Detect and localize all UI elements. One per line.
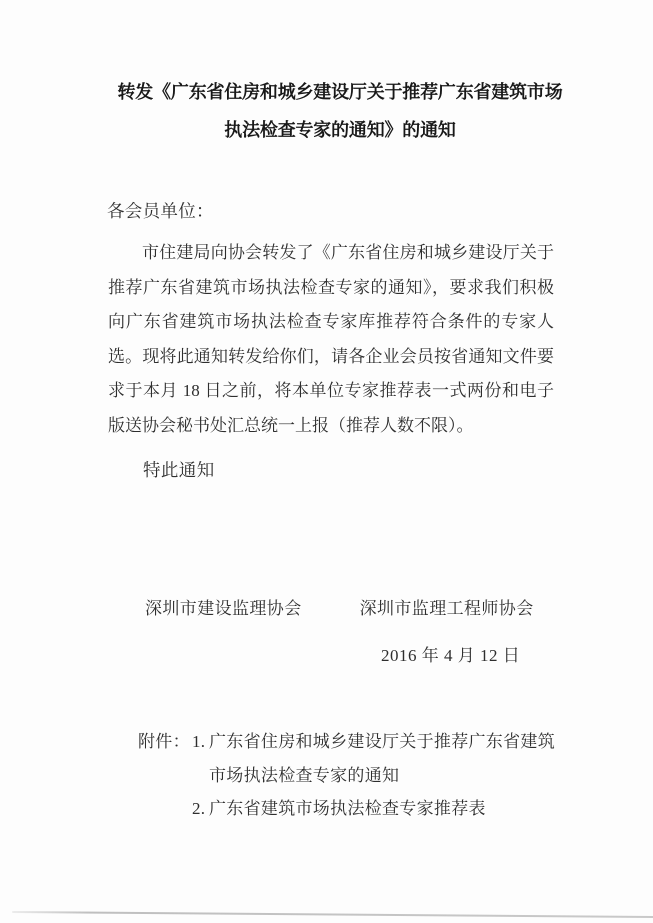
attachment-list — [138, 725, 555, 826]
signature-org-1: 深圳市建设监理协会 — [145, 599, 302, 618]
attachment-2-text: 广东省建筑市场执法检查专家推荐表 — [209, 799, 486, 818]
signature-org-2: 深圳市监理工程师协会 — [359, 599, 534, 618]
signature-block — [145, 594, 534, 619]
attachment-2-number: 2. — [192, 799, 206, 818]
closing-phrase: 特此通知 — [143, 460, 215, 480]
document-title — [27, 73, 653, 149]
attachment-label: 附件： — [138, 732, 190, 751]
attachment-row-3 — [138, 792, 555, 826]
attachment-gutter-spacer-2 — [138, 792, 192, 826]
attachment-row-2 — [138, 759, 555, 793]
attachment-number-spacer — [192, 759, 209, 793]
scan-edge-artifact — [12, 911, 653, 918]
salutation: 各会员单位： — [107, 201, 214, 221]
attachment-gutter-spacer-1 — [138, 759, 192, 793]
title-line-1: 转发《广东省住房和城乡建设厅关于推荐广东省建筑市场 — [117, 82, 563, 102]
attachment-1-text-line-1: 广东省住房和城乡建设厅关于推荐广东省建筑 — [209, 732, 555, 751]
title-line-2: 执法检查专家的通知》的通知 — [224, 120, 456, 140]
body-paragraph: 市住建局向协会转发了《广东省住房和城乡建设厅关于推荐广东省建筑市场执法检查专家的通知》，要求我们积极向广东省建筑市场执法检查专家库推荐符合条件的专家人选。现将此通知转发给你们，请各企业会员按省通知文件要求于本月 18 日之前，将本单位专家推荐表一式两份和电子版送协会秘书处汇总统一上报（推荐人数不限）。 — [108, 243, 554, 435]
attachment-1-number: 1. — [192, 732, 206, 751]
attachment-1-text-line-2: 市场执法检查专家的通知 — [209, 765, 400, 785]
attachment-row-1 — [138, 725, 555, 759]
signature-date: 2016 年 4 月 12 日 — [381, 646, 521, 665]
